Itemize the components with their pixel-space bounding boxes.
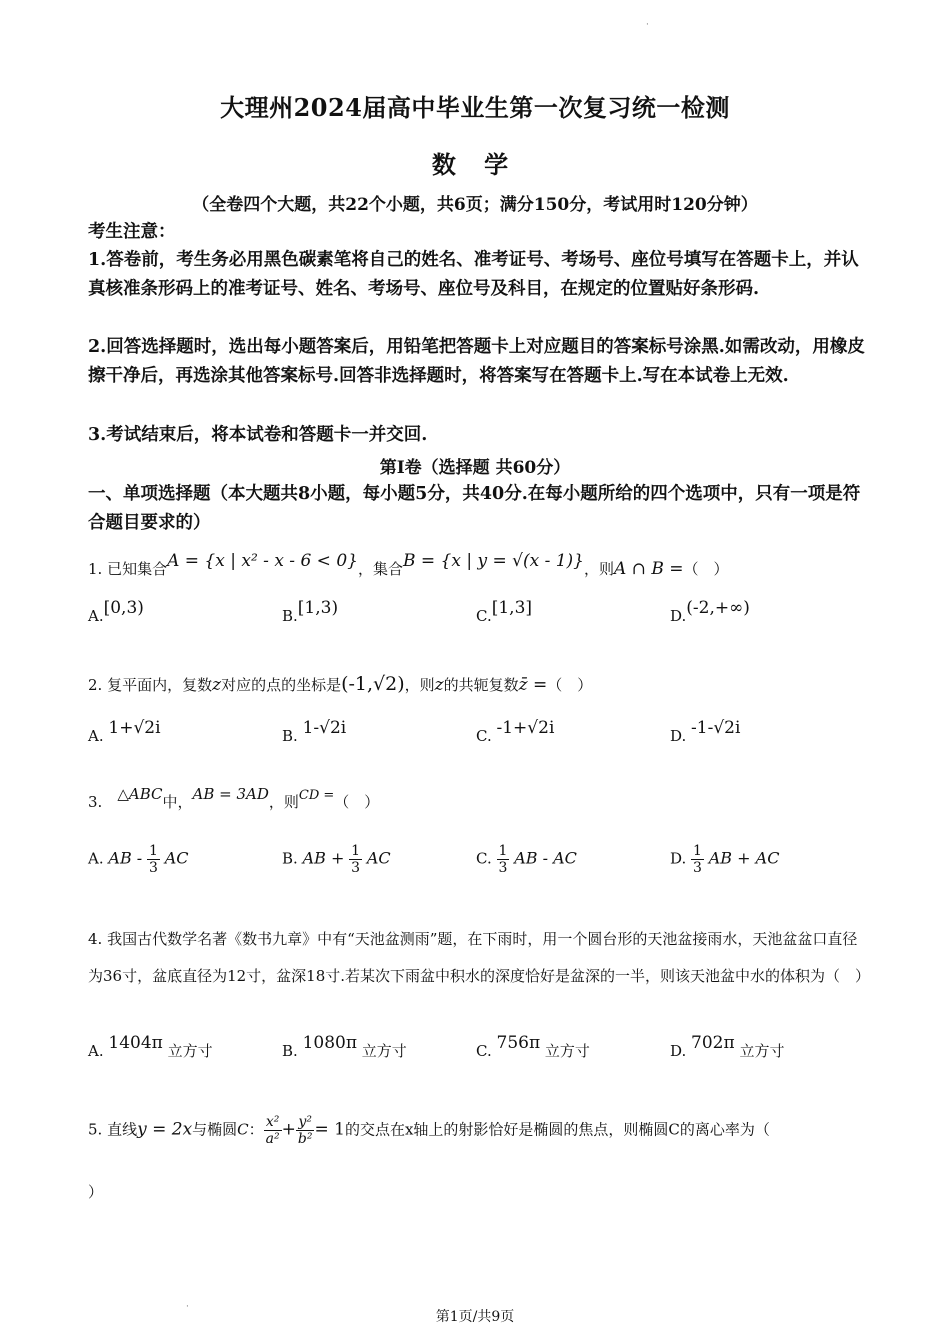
question-2: 2. 复平面内，复数z对应的点的坐标是(-1,√2)，则z的共轭复数z̄ =（ ）	[88, 673, 593, 695]
q1-option-a[interactable]: A.[0,3)	[88, 598, 144, 625]
q3-condition: AB = 3AD	[192, 785, 269, 803]
q4-option-d[interactable]: D. 702π 立方寸	[670, 1033, 785, 1060]
q5-x-fraction: $\frac{\text{x²}}{\text{a²}}$	[265, 1114, 280, 1147]
q1-option-b[interactable]: B.[1,3)	[282, 598, 339, 625]
q4-option-c[interactable]: C. 756π 立方寸	[476, 1033, 590, 1060]
q2-option-d[interactable]: D. -1-√2i	[670, 718, 741, 745]
q1-mid: ，集合	[357, 560, 403, 578]
q2-option-a[interactable]: A. 1+√2i	[88, 718, 161, 745]
q3-cd: CD =	[298, 788, 335, 803]
section-description: 一、单项选择题（本大题共8小题，每小题5分，共40分.在每小题所给的四个选项中，只有一项是符合题目要求的）	[88, 484, 861, 533]
q2-option-c[interactable]: C. -1+√2i	[476, 718, 555, 745]
q2-option-b[interactable]: B. 1-√2i	[282, 718, 347, 745]
notice-item-3: 3.考试结束后，将本试卷和答题卡一并交回.	[88, 425, 428, 445]
notice-item-2: 2.回答选择题时，选出每小题答案后，用铅笔把答题卡上对应题目的答案标号涂黑.如需改动，用橡皮擦干净后，再选涂其他答案标号.回答非选择题时，将答案写在答题卡上.写在本试卷上无效.	[88, 337, 865, 386]
q5-y-fraction: $\frac{\text{y²}}{\text{b²}}$	[297, 1114, 313, 1147]
question-1	[88, 551, 729, 581]
q1-tail: ，则	[584, 560, 615, 578]
q1-prefix: 1. 已知集合	[88, 560, 168, 578]
q1-option-c[interactable]: C.[1,3]	[476, 598, 533, 625]
q2-coord: (-1,√2)	[341, 673, 405, 695]
q4-option-a[interactable]: A. 1404π 立方寸	[88, 1033, 213, 1060]
q3-option-d[interactable]: D. $\frac{1}{3}$ AB + AC	[670, 843, 780, 876]
exam-title: 大理州2024届高中毕业生第一次复习统一检测	[220, 93, 730, 122]
question-5: 5. 直线y = 2x与椭圆C： $\frac{\text{x²}}{\text{a²}}$ + $\frac{\text{y²}}{\text{b²}}$ = 1的交点在x轴上的射影恰好是椭圆的焦点，则椭圆C的离心率为（	[88, 1114, 770, 1147]
q3-option-a[interactable]: A. AB - $\frac{1}{3}$ AC	[88, 843, 189, 876]
q1-paren: （ ）	[683, 560, 729, 578]
q2-zbar: z̄ =	[518, 675, 548, 695]
page-footer: 第1页/共9页	[435, 1309, 515, 1325]
exam-info: （全卷四个大题，共22个小题，共6页；满分150分，考试用时120分钟）	[192, 195, 758, 215]
q4-option-b[interactable]: B. 1080π 立方寸	[282, 1033, 407, 1060]
q3-triangle: △ABC	[117, 785, 163, 803]
notice-item-1: 1.答卷前，考生务必用黑色碳素笔将自己的姓名、准考证号、考场号、座位号填写在答题卡上，并认真核准条形码上的准考证号、姓名、考场号、座位号及科目，在规定的位置贴好条形码.	[88, 250, 859, 299]
q1-option-d[interactable]: D.(-2,+∞)	[670, 598, 750, 625]
q1-set-a: A = {x | x² - x - 6 < 0}	[167, 551, 358, 571]
question-3: 3. △ABC中，AB = 3AD，则CD =（ ）	[88, 785, 380, 811]
scan-dot-2: ·	[186, 1302, 189, 1312]
section-title: 第Ⅰ卷（选择题 共60分）	[379, 458, 571, 478]
q3-option-c[interactable]: C. $\frac{1}{3}$ AB - AC	[476, 843, 577, 876]
q1-ask: A ∩ B =	[614, 559, 684, 579]
notice-heading: 考生注意：	[88, 222, 176, 242]
question-4: 4. 我国古代数学名著《数书九章》中有“天池盆测雨”题，在下雨时，用一个圆台形的天池盆接雨水，天池盆盆口直径为36寸，盆底直径为12寸，盆深18寸.若某次下雨盆中积水的深度恰好是盆深的一半，则该天池盆中水的体积为（ ）	[88, 930, 871, 985]
q5-close-paren: ）	[88, 1183, 104, 1201]
exam-subject: 数 学	[431, 150, 519, 179]
q5-line: y = 2x	[137, 1119, 193, 1140]
q1-set-b: B = {x | y = √(x - 1)}	[402, 551, 584, 571]
q3-option-b[interactable]: B. AB + $\frac{1}{3}$ AC	[282, 843, 391, 876]
scan-dot: ·	[646, 20, 649, 30]
